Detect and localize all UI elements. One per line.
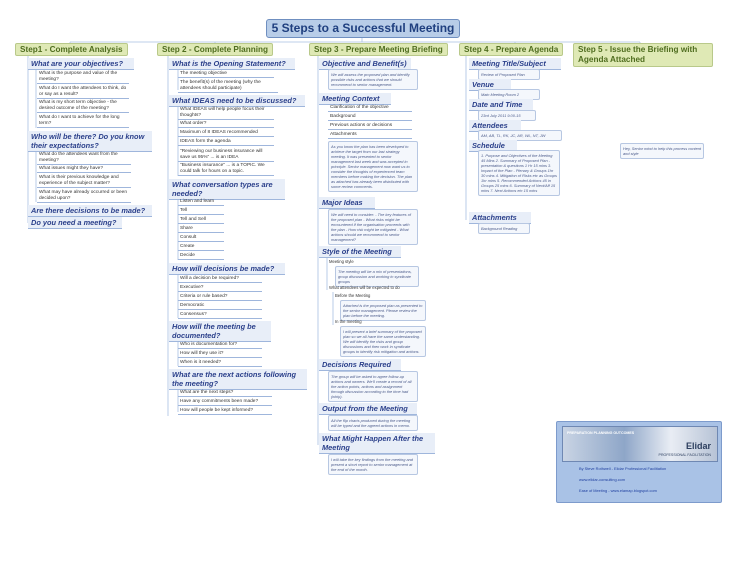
leaf-item: The meeting objective	[178, 71, 274, 78]
blog-link[interactable]: Ease of Meeting - www.elamap.blogspot.com	[579, 488, 657, 493]
leaf-item: Criteria or rule based?	[178, 294, 262, 301]
leaf-item: What is their previous knowledge and experience of the subject matter?	[37, 175, 131, 188]
topic-attendees-list[interactable]: Attendees	[469, 120, 521, 132]
topic-objective-benefits[interactable]: Objective and Benefit(s)	[319, 58, 411, 70]
note-before: Attached is the proposed plan as presented to the senior management. Please review the plan before the meeting.	[340, 300, 426, 321]
topic-schedule[interactable]: Schedule	[469, 140, 517, 152]
leaf-item: Listen and learn	[178, 199, 224, 206]
leaf-item: "Reviewing our business insurance will save us 95%" ... is an IDEA	[178, 149, 274, 162]
note-in-meeting: I will present a brief summary of the proposed plan so we all have the same understanding. We will identify the risks and group discussions and then work in syndicate groups to identify risk mitigation and actions.	[340, 326, 426, 357]
leaf-item: How will they use it?	[178, 351, 262, 358]
step-3-node[interactable]: Step 3 - Prepare Meeting Briefing	[309, 43, 448, 56]
note-objective: We will assess the proposed plan and identify possible risks and actions that we should recommend to senior management.	[328, 69, 418, 90]
leaf-item: Democratic	[178, 303, 262, 310]
leaf-item: Maximum of 8 IDEAS recommended	[178, 130, 274, 137]
leaf-item: Background	[328, 114, 412, 121]
author-line: By Steve Rothwell - Elidar Professional Facilitation	[579, 466, 667, 471]
leaf-item: What do I want the attendees to think, do or say as a result?	[37, 86, 129, 99]
leaf-item: When is it needed?	[178, 360, 262, 367]
topic-documented[interactable]: How will the meeting be documented?	[169, 321, 271, 342]
leaf-item: What do the attendees want from the meeting?	[37, 152, 131, 165]
leaf-item: What do I want to achieve for the long term?	[37, 115, 129, 128]
leaf-item: Decide	[178, 253, 224, 260]
note-after: I will take the key findings from the meeting and present a short report to senior management at the end of the month.	[328, 454, 418, 475]
note-ideas: We will need to consider: - The key features of the proposed plan - What risks might be encountered if the organisation proceeds with the plan - How risk might be mitigated - What actions should we recommend to senior management?	[328, 209, 418, 245]
label-expected: What attendees will be expected to do	[329, 285, 400, 290]
topic-attachments[interactable]: Attachments	[469, 212, 531, 224]
topic-date-time[interactable]: Date and Time	[469, 99, 533, 111]
note-style: The meeting will be a mix of presentations, group discussion and working in syndicate groups	[335, 266, 419, 287]
label-before: Before the Meeting	[335, 293, 371, 298]
topic-ideas[interactable]: What IDEAS need to be discussed?	[169, 95, 305, 107]
leaf-item: Clarification of the objective	[328, 105, 412, 112]
topic-objectives[interactable]: What are your objectives?	[28, 58, 134, 70]
leaf-item: How will people be kept informed?	[178, 408, 272, 415]
note-venue: Main Meeting Room 2	[478, 89, 540, 100]
author-card	[556, 421, 722, 503]
leaf-item: What is my short term objective - the desired outcome of the meeting?	[37, 100, 129, 113]
leaf-item: Will a decision be required?	[178, 276, 262, 283]
topic-major-ideas[interactable]: Major Ideas	[319, 197, 375, 209]
note-schedule: 1. Purpose and Objectives of the Meeting 45 Mins 2. Summary of Proposed Plan - presentation & questions 1 Hr 15 mins 3. Impact of the Plan - Plenary & Groups 1hr 30 mins 4. Mitigation of Risks etc as Groups 1hr mins 5. Recommended Actions 45 in Groups 25 mins 6. Summary of Next/Aff 15 mins 7. Next Actions etc 15 mins	[478, 150, 560, 196]
label-in-meeting: In the meeting	[335, 319, 362, 324]
leaf-item: What IDEAS will help people focus their thoughts?	[178, 107, 274, 120]
topic-how-decisions[interactable]: How will decisions be made?	[169, 263, 285, 275]
topic-attendees[interactable]: Who will be there? Do you know their expectations?	[28, 131, 152, 152]
brand-tagline: PROFESSIONAL FACILITATION	[658, 453, 711, 457]
topic-title-subject[interactable]: Meeting Title/Subject	[469, 58, 561, 70]
note-output: All the flip charts produced during the meeting will be typed and the agreed actions in memo.	[328, 415, 418, 431]
note-step5: Hey, Senior mind to help this process content and style	[620, 143, 704, 159]
leaf-item: Who is documentation for?	[178, 342, 262, 349]
topic-decisions-required[interactable]: Decisions Required	[319, 359, 401, 371]
page-title: 5 Steps to a Successful Meeting	[266, 19, 460, 38]
leaf-item: Executive?	[178, 285, 262, 292]
label-meeting-style: Meeting style	[329, 259, 354, 264]
leaf-item: Tell	[178, 208, 224, 215]
topic-after-meeting[interactable]: What Might Happen After the Meeting	[319, 433, 435, 454]
banner-image	[562, 426, 718, 462]
step-1-node[interactable]: Step1 - Complete Analysis	[15, 43, 128, 56]
topic-conversation-types[interactable]: What conversation types are needed?	[169, 179, 285, 200]
leaf-item: Create	[178, 244, 224, 251]
note-decisions: The group will be asked to agree follow-up actions and owners. We'll create a record of all the action points, actions and assignment through discussion according to the time had (whip).	[328, 371, 418, 402]
note-context: As you know the plan has been developed to achieve the target from our last strategy meeting. It was presented to senior management last week and was accepted in principle. Senior management now want us to consider the thoughts of experienced team members before making the decision. The plan as attached has already been distributed with some review comments.	[328, 141, 418, 192]
leaf-item: What is the purpose and value of the meeting?	[37, 71, 129, 84]
leaf-item: Share	[178, 226, 224, 233]
step-2-node[interactable]: Step 2 - Complete Planning	[157, 43, 273, 56]
topic-venue[interactable]: Venue	[469, 79, 511, 91]
leaf-item: Consult	[178, 235, 224, 242]
leaf-item: The benefit(s) of the meeting (why the attendees should participate)	[178, 80, 278, 93]
topic-opening-statement[interactable]: What is the Opening Statement?	[169, 58, 295, 70]
note-attachments: Background Reading	[478, 223, 530, 234]
leaf-item: Attachments	[328, 132, 412, 139]
brand-logo: Elidar	[685, 441, 711, 451]
topic-meeting-context[interactable]: Meeting Context	[319, 93, 391, 105]
website-link[interactable]: www.elidar-consulting.com	[579, 477, 626, 482]
step-4-node[interactable]: Step 4 - Prepare Agenda	[459, 43, 563, 56]
leaf-item: Consensus?	[178, 312, 262, 319]
note-date: 23rd July 2011 9.00-15	[478, 110, 536, 121]
step-5-node[interactable]: Step 5 - Issue the Briefing with Agenda Attached	[573, 43, 713, 67]
leaf-item: IDEAS form the agenda	[178, 139, 274, 146]
topic-output[interactable]: Output from the Meeting	[319, 403, 417, 415]
topic-need-meeting[interactable]: Do you need a meeting?	[28, 217, 122, 229]
leaf-item: Have any commitments been made?	[178, 399, 272, 406]
leaf-item: Tell and Sell	[178, 217, 224, 224]
topic-style[interactable]: Style of the Meeting	[319, 246, 401, 258]
leaf-item: What order?	[178, 121, 274, 128]
leaf-item: Previous actions or decisions	[328, 123, 412, 130]
topic-next-actions[interactable]: What are the next actions following the meeting?	[169, 369, 307, 390]
leaf-item: What may have already occurred or been decided upon?	[37, 190, 131, 203]
leaf-item: What issues might they have?	[37, 166, 131, 173]
leaf-item: What are the next steps?	[178, 390, 272, 397]
note-title: Review of Proposed Plan	[478, 69, 540, 80]
note-attendees: AM, AB, TL, RK, JC, AR, WL, NT, JW	[478, 130, 562, 141]
topic-decisions[interactable]: Are there decisions to be made?	[28, 205, 152, 217]
banner-text: PREPARATION PLANNING OUTCOMES	[567, 431, 635, 435]
leaf-item: "Business insurance" ... is a TOPIC. We could talk for hours on a topic.	[178, 163, 274, 176]
